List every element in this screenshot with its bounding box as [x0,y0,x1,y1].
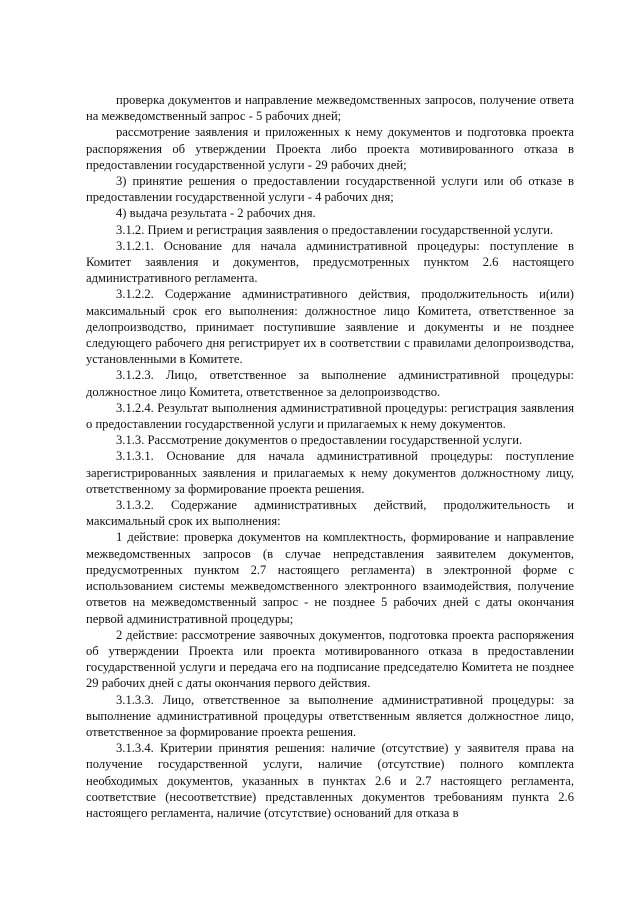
paragraph: 3.1.2.3. Лицо, ответственное за выполнение административной процедуры: должностное лицо Комитета, ответственное за делопроизводство. [86,368,574,399]
paragraph: рассмотрение заявления и приложенных к нему документов и подготовка проекта распоряжения об утверждении Проекта либо проекта мотивированного отказа в предоставлении государственной услуги - 29 рабочих дней; [86,125,574,172]
document-page [86,92,574,821]
paragraph: 3.1.3.2. Содержание административных действий, продолжительность и максимальный срок их выполнения: [86,498,574,529]
section-heading: 3.1.2. Прием и регистрация заявления о предоставлении государственной услуги. [116,222,554,237]
paragraph: 2 действие: рассмотрение заявочных документов, подготовка проекта распоряжения об утверждении Проекта или проекта мотивированного отказа в предоставлении государственной услуги и передача его на подписание председателю Комитета не позднее 29 рабочих дней с даты окончания первого действия. [86,627,574,691]
paragraph: 3.1.2.1. Основание для начала административной процедуры: поступление в Комитет заявления и документов, предусмотренных пунктом 2.6 настоящего административного регламента. [86,238,574,286]
paragraph: 3.1.2.4. Результат выполнения административной процедуры: регистрация заявления о предоставлении государственной услуги и прилагаемых к нему документов. [86,400,574,432]
paragraph: 3.1.3.3. Лицо, ответственное за выполнение административной процедуры: за выполнение административной процедуры ответственным является должностное лицо, ответственное за формирование проекта решения. [86,692,574,739]
paragraph: 3.1.3.4. Критерии принятия решения: наличие (отсутствие) у заявителя права на получение государственной услуги, наличие (отсутствие) полного комплекта необходимых документов, указанных в пунктах 2.6 и 2.7 настоящего регламента, соответствие (несоответствие) представленных документов требованиям пункта 2.6 настоящего регламента, наличие (отсутствие) оснований для отказа в [86,741,574,820]
paragraph: 4) выдача результата - 2 рабочих дня. [116,206,316,221]
section-heading: 3.1.3. Рассмотрение документов о предоставлении государственной услуги. [116,433,523,448]
paragraph: проверка документов и направление межведомственных запросов, получение ответа на межведомственный запрос - 5 рабочих дней; [86,93,574,124]
paragraph: 1 действие: проверка документов на комплектность, формирование и направление межведомственных запросов (в случае непредставления заявителем документов, предусмотренных пунктом 2.7 настоящего регламента) в электронной форме с использованием системы межведомственного электронного взаимодействия, получение ответов на межведомственный запрос - не позднее 5 рабочих дней с даты окончания первой административной процедуры; [86,530,574,626]
paragraph: 3.1.3.1. Основание для начала административной процедуры: поступление зарегистрированных заявления и прилагаемых к нему документов должностному лицу, ответственному за формирование проекта решения. [86,449,574,496]
paragraph: 3.1.2.2. Содержание административного действия, продолжительность и(или) максимальный срок его выполнения: должностное лицо Комитета, ответственное за делопроизводство, принимает поступившие заявление и документы и не позднее следующего рабочего дня регистрирует их в соответствии с правилами делопроизводства, установленными в Комитете. [86,287,574,367]
paragraph: 3) принятие решения о предоставлении государственной услуги или об отказе в предоставлении государственной услуги - 4 рабочих дня; [86,174,574,205]
